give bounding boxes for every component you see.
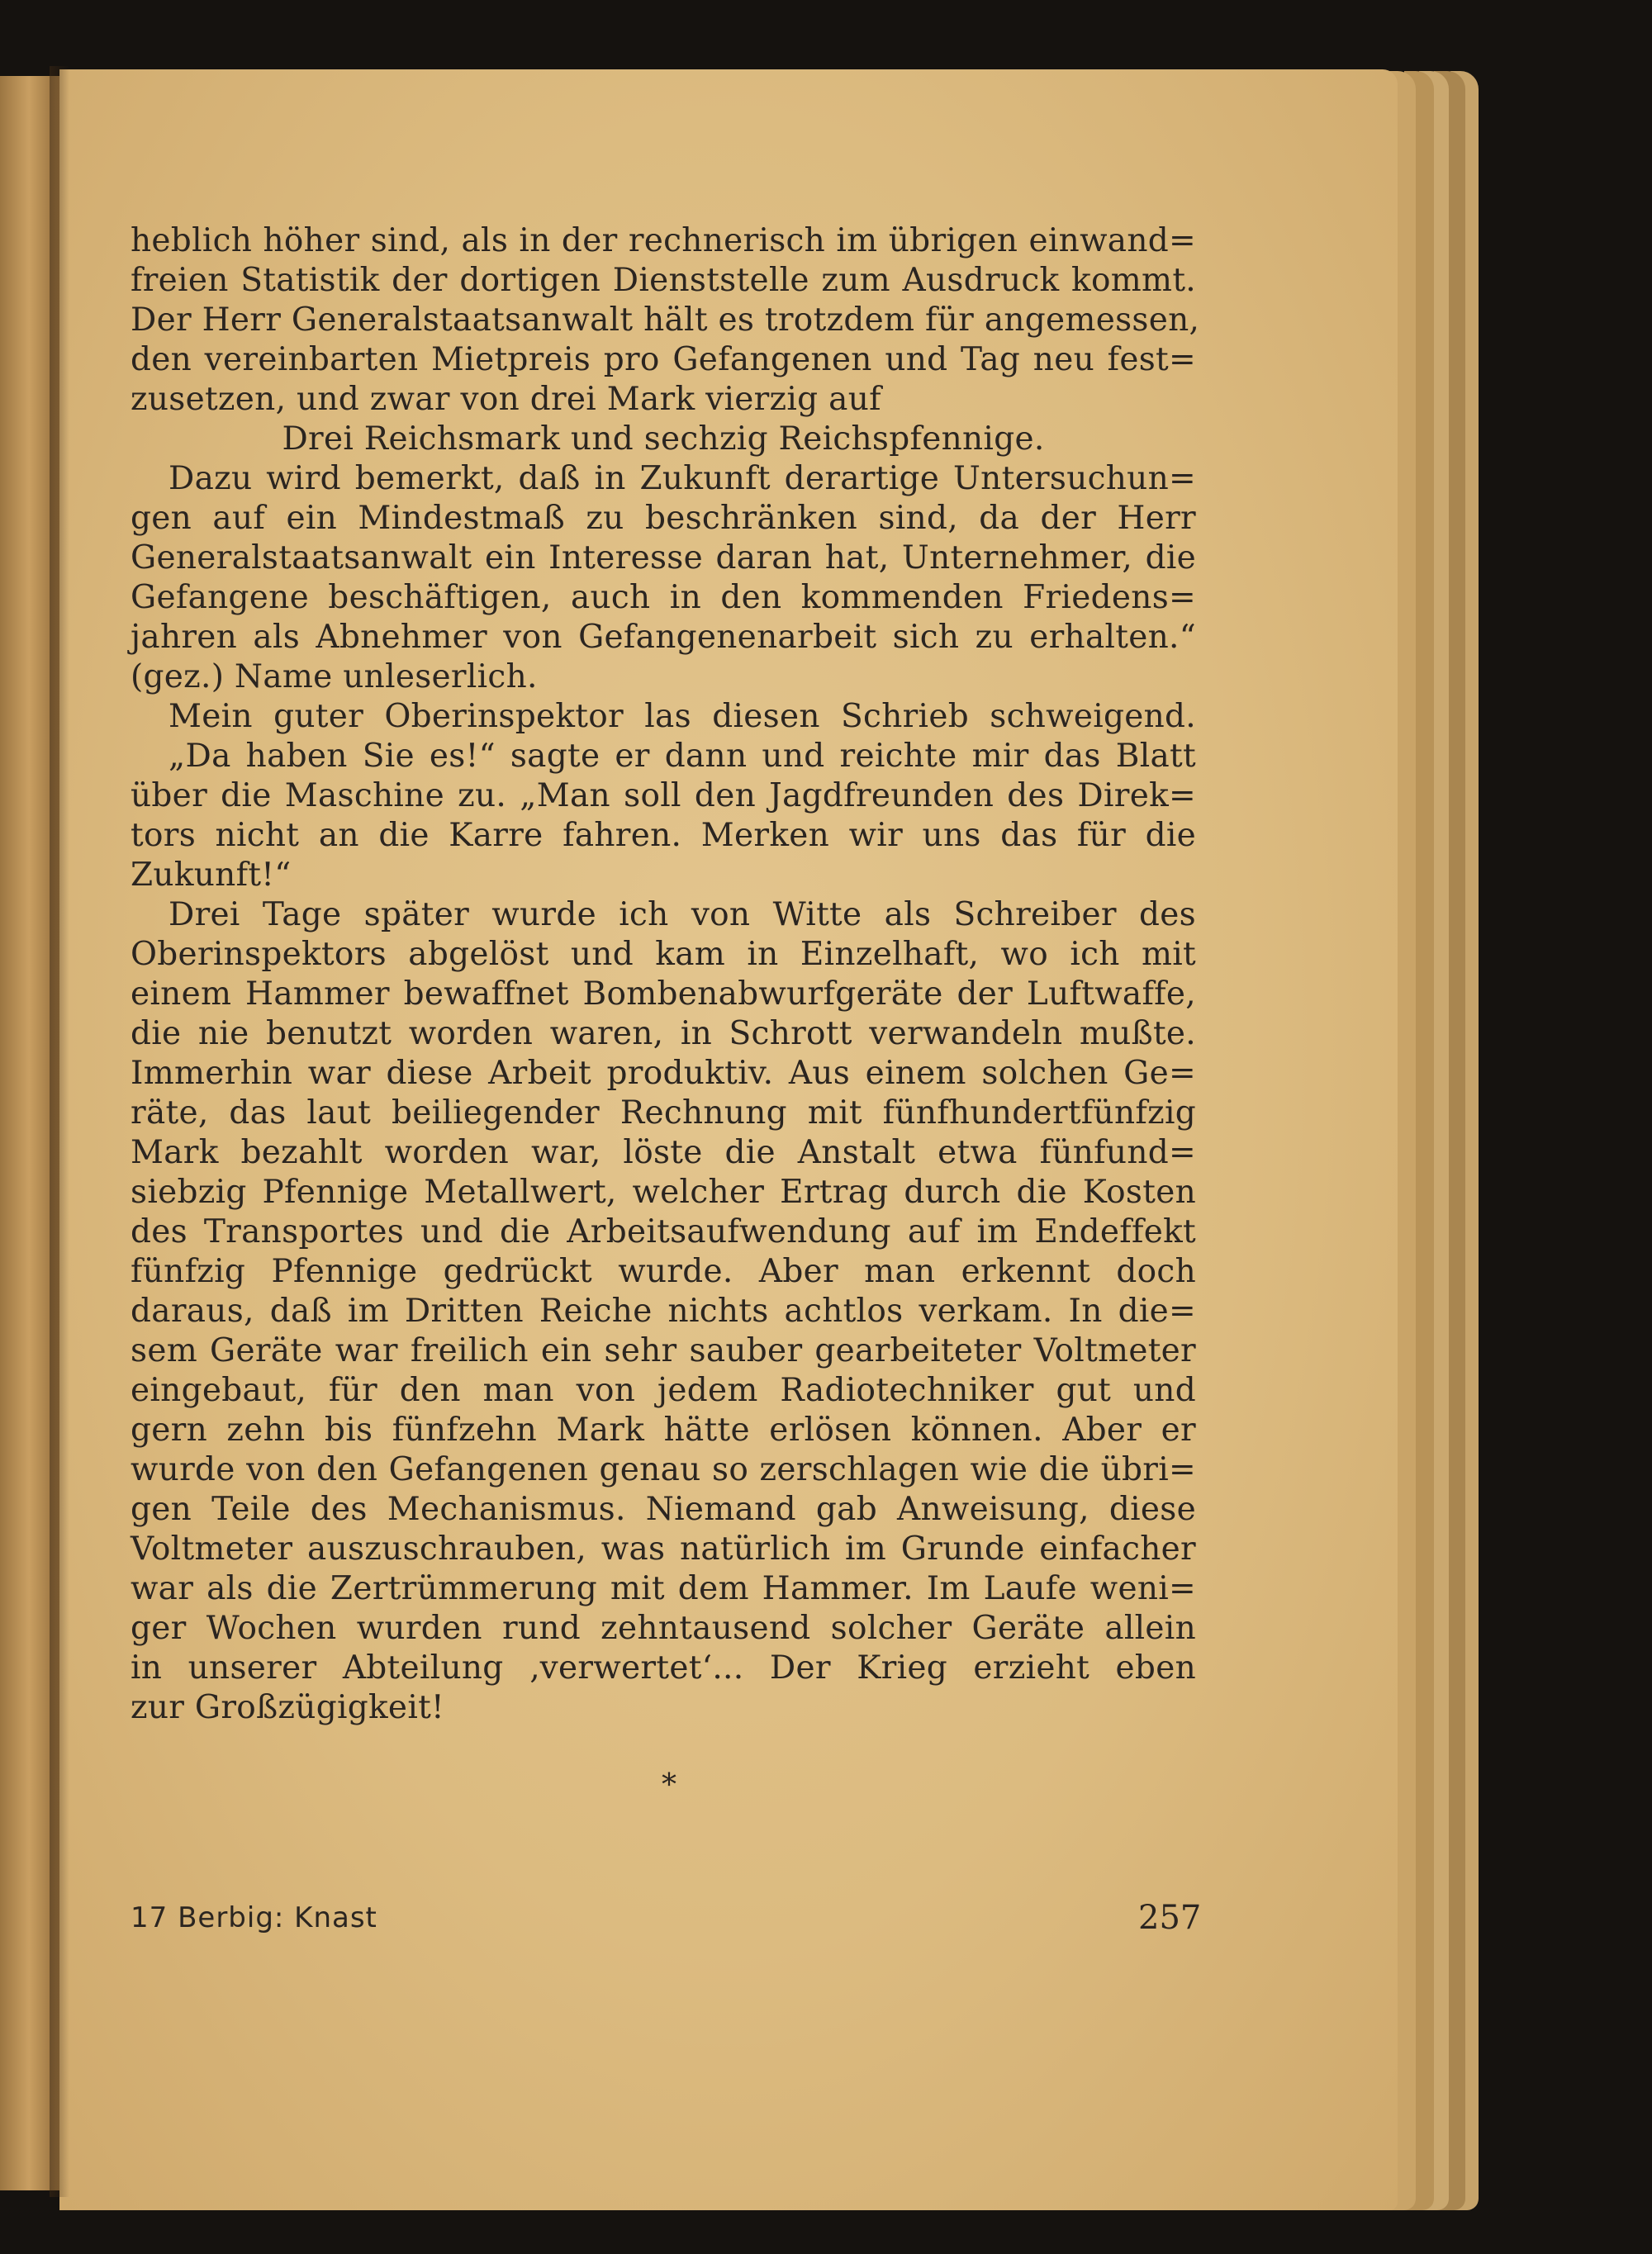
body-text (131, 221, 1200, 1728)
text-line: den vereinbarten Mietpreis pro Gefangenen und Tag neu fest= (131, 341, 1196, 378)
text-line: räte, das laut beiliegender Rechnung mit fünfhundertfünfzig (131, 1094, 1196, 1132)
text-line: Immerhin war diese Arbeit produktiv. Aus einem solchen Ge= (131, 1055, 1196, 1092)
text-line: Zukunft!“ (131, 857, 292, 894)
text-line: Der Herr Generalstaatsanwalt hält es trotzdem für angemessen, (131, 301, 1200, 339)
text-line: gen Teile des Mechanismus. Niemand gab Anweisung, diese (131, 1491, 1196, 1528)
text-line: tors nicht an die Karre fahren. Merken wir uns das für die (131, 817, 1196, 854)
text-line: fünfzig Pfennige gedrückt wurde. Aber man erkennt doch (131, 1253, 1196, 1290)
text-line: heblich höher sind, als in der rechnerisch im übrigen einwand= (131, 222, 1196, 259)
text-line: in unserer Abteilung ‚verwertet‘... Der Krieg erzieht eben (131, 1649, 1196, 1687)
text-line: siebzig Pfennige Metallwert, welcher Ertrag durch die Kosten (131, 1174, 1196, 1211)
section-separator: * (662, 1768, 676, 1802)
text-line: über die Maschine zu. „Man soll den Jagdfreunden des Direk= (131, 777, 1196, 814)
text-line: Gefangene beschäftigen, auch in den kommenden Friedens= (131, 579, 1196, 616)
text-line: Generalstaatsanwalt ein Interesse daran hat, Unternehmer, die (131, 539, 1196, 577)
text-line: Mark bezahlt worden war, löste die Anstalt etwa fünfund= (131, 1134, 1196, 1171)
text-line: Drei Tage später wurde ich von Witte als Schreiber des (169, 896, 1196, 933)
page-number: 257 (1138, 1899, 1202, 1937)
text-line: Voltmeter auszuschrauben, was natürlich im Grunde einfacher (131, 1530, 1196, 1568)
text-line: zur Großzügigkeit! (131, 1689, 445, 1726)
text-line: Mein guter Oberinspektor las diesen Schrieb schweigend. (169, 698, 1196, 735)
text-line: ger Wochen wurden rund zehntausend solcher Geräte allein (131, 1610, 1196, 1647)
text-line: die nie benutzt worden waren, in Schrott verwandeln mußte. (131, 1015, 1196, 1052)
text-line: gern zehn bis fünfzehn Mark hätte erlösen können. Aber er (131, 1412, 1196, 1449)
text-line: Dazu wird bemerkt, daß in Zukunft derartige Untersuchun= (169, 460, 1196, 497)
text-line: jahren als Abnehmer von Gefangenenarbeit sich zu erhalten.“ (131, 619, 1196, 656)
text-line: eingebaut, für den man von jedem Radiotechniker gut und (131, 1372, 1196, 1409)
signature-mark: 17 Berbig: Knast (131, 1901, 377, 1934)
text-line: war als die Zertrümmerung mit dem Hammer. Im Laufe weni= (131, 1570, 1196, 1607)
text-line: des Transportes und die Arbeitsaufwendung auf im Endeffekt (131, 1213, 1196, 1250)
text-line: gen auf ein Mindestmaß zu beschränken sind, da der Herr (131, 500, 1196, 537)
text-line: daraus, daß im Dritten Reiche nichts achtlos verkam. In die= (131, 1293, 1196, 1330)
spine-gutter (50, 66, 69, 2197)
text-line: zusetzen, und zwar von drei Mark vierzig auf (131, 381, 881, 418)
text-line: einem Hammer bewaffnet Bombenabwurfgeräte der Luftwaffe, (131, 975, 1196, 1013)
text-line: sem Geräte war freilich ein sehr sauber gearbeiteter Voltmeter (131, 1332, 1196, 1369)
highlighted-amount-line: Drei Reichsmark und sechzig Reichspfennige. (282, 420, 1045, 458)
text-line: (gez.) Name unleserlich. (131, 658, 538, 695)
text-line: Oberinspektors abgelöst und kam in Einzelhaft, wo ich mit (131, 936, 1196, 973)
text-line: „Da haben Sie es!“ sagte er dann und reichte mir das Blatt (169, 738, 1196, 775)
text-line: freien Statistik der dortigen Dienststelle zum Ausdruck kommt. (131, 262, 1196, 299)
text-line: wurde von den Gefangenen genau so zerschlagen wie die übri= (131, 1451, 1196, 1488)
